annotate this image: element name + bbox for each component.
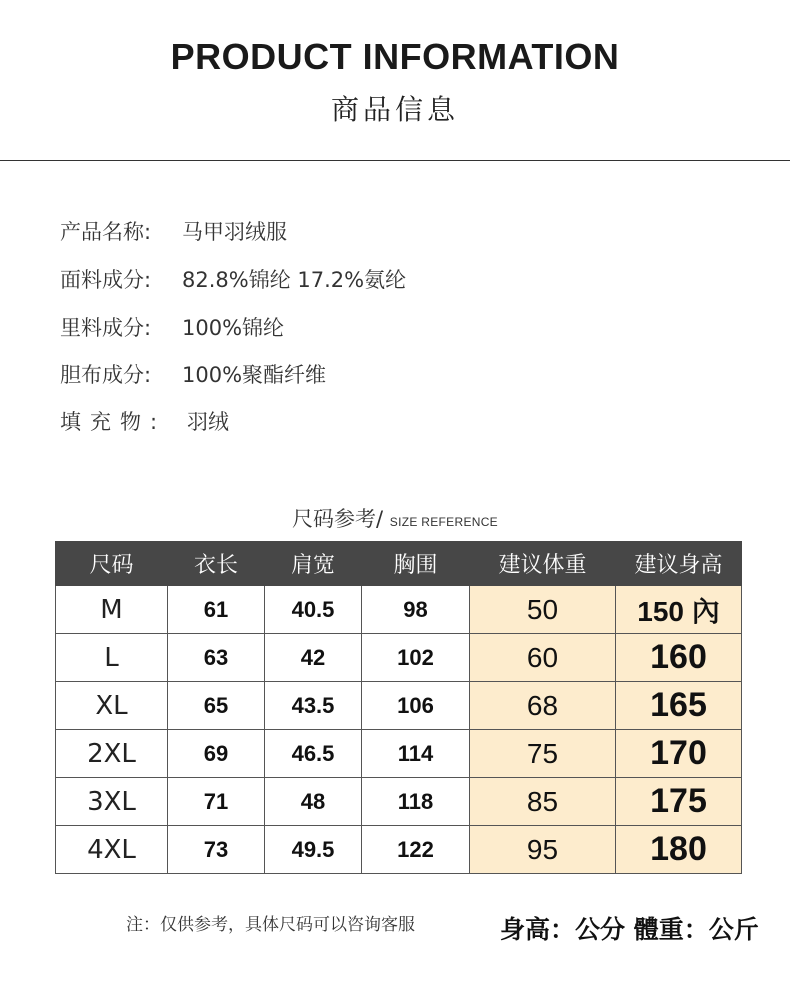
cell-chest: 98 (362, 586, 470, 634)
cell-size: M (56, 586, 168, 634)
cell-size: L (56, 634, 168, 682)
info-value: 马甲羽绒服 (182, 220, 287, 244)
info-value: 羽绒 (187, 410, 229, 434)
cell-height: 150 內 (616, 586, 742, 634)
info-value: 82.8%锦纶 17.2%氨纶 (182, 268, 407, 292)
cell-size: 4XL (56, 826, 168, 874)
info-value: 100%聚酯纤维 (182, 363, 327, 387)
table-row (56, 586, 742, 634)
header-height: 建议身高 (616, 542, 742, 586)
cell-length: 65 (168, 682, 265, 730)
cell-weight: 75 (470, 730, 616, 778)
page-title-en: PRODUCT INFORMATION (170, 36, 620, 77)
cell-height: 160 (616, 634, 742, 682)
cell-chest: 106 (362, 682, 470, 730)
cell-height: 175 (616, 778, 742, 826)
cell-weight: 60 (470, 634, 616, 682)
cell-length: 69 (168, 730, 265, 778)
table-row (56, 826, 742, 874)
size-table-header (56, 542, 742, 586)
cell-shoulder: 43.5 (265, 682, 362, 730)
cell-length: 73 (168, 826, 265, 874)
cell-chest: 122 (362, 826, 470, 874)
cell-chest: 114 (362, 730, 470, 778)
cell-weight: 85 (470, 778, 616, 826)
info-label: 产品名称: (60, 220, 152, 244)
cell-weight: 68 (470, 682, 616, 730)
page-title-cn: 商品信息 (330, 93, 459, 126)
table-row (56, 682, 742, 730)
cell-size: XL (56, 682, 168, 730)
size-reference-title-cn: 尺码参考/ (292, 507, 384, 531)
cell-size: 3XL (56, 778, 168, 826)
unit-legend: 身高：公分 體重：公斤 (500, 915, 759, 944)
cell-weight: 50 (470, 586, 616, 634)
info-label: 面料成分: (60, 268, 152, 292)
size-table (55, 541, 742, 874)
cell-height: 165 (616, 682, 742, 730)
info-row-product-name (60, 216, 287, 246)
cell-shoulder: 46.5 (265, 730, 362, 778)
cell-length: 71 (168, 778, 265, 826)
cell-shoulder: 40.5 (265, 586, 362, 634)
cell-length: 63 (168, 634, 265, 682)
table-row (56, 634, 742, 682)
size-reference-title-en: SIZE REFERENCE (389, 515, 498, 529)
cell-chest: 118 (362, 778, 470, 826)
cell-height: 180 (616, 826, 742, 874)
cell-size: 2XL (56, 730, 168, 778)
cell-shoulder: 48 (265, 778, 362, 826)
table-row (56, 730, 742, 778)
header-shoulder: 肩宽 (265, 542, 362, 586)
header-length: 衣长 (168, 542, 265, 586)
info-label: 里料成分: (60, 316, 152, 340)
cell-length: 61 (168, 586, 265, 634)
cell-shoulder: 49.5 (265, 826, 362, 874)
info-value: 100%锦纶 (182, 316, 285, 340)
size-note: 注：仅供参考，具体尺码可以咨询客服 (126, 915, 415, 935)
size-reference-heading (0, 503, 790, 533)
info-row-filling (60, 406, 229, 436)
info-row-inner-fabric (60, 359, 326, 389)
table-row (56, 778, 742, 826)
info-row-lining (60, 312, 284, 342)
cell-chest: 102 (362, 634, 470, 682)
header-chest: 胸围 (362, 542, 470, 586)
info-row-fabric (60, 264, 406, 294)
header-weight: 建议体重 (470, 542, 616, 586)
divider (0, 160, 790, 161)
cell-shoulder: 42 (265, 634, 362, 682)
header-size: 尺码 (56, 542, 168, 586)
info-label: 填充物: (60, 410, 167, 434)
cell-height: 170 (616, 730, 742, 778)
cell-weight: 95 (470, 826, 616, 874)
info-label: 胆布成分: (60, 363, 152, 387)
